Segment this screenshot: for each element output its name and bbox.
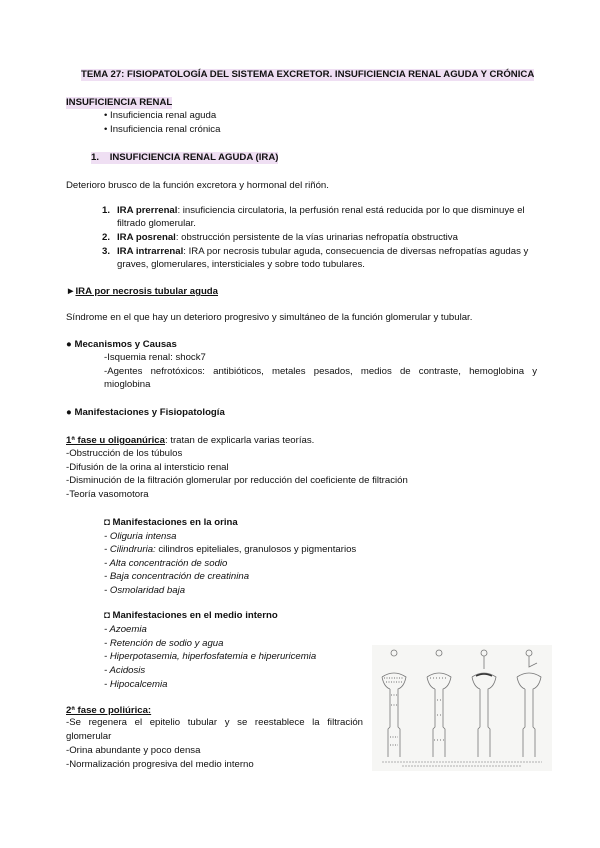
orina-term: - Cilindruria: <box>104 544 156 555</box>
fase2-item: -Se regenera el epitelio tubular y se reestablece la filtración <box>66 717 363 728</box>
item-term: IRA posrenal <box>117 232 176 243</box>
bullet-text: Insuficiencia renal aguda <box>110 110 217 121</box>
fase1-line <box>66 435 314 447</box>
fase2-heading: 2ª fase o poliúrica: <box>66 705 152 716</box>
item-term: IRA intrarrenal <box>117 246 184 257</box>
ira-intro: Deterioro brusco de la función excretora y hormonal del riñón. <box>66 180 329 191</box>
heading-text: IRA por necrosis tubular aguda <box>75 286 219 297</box>
list-item <box>102 246 528 258</box>
fase2-item-cont: glomerular <box>66 731 112 742</box>
mecanismo-item-cont: mioglobina <box>104 379 151 390</box>
medio-item: - Hiperpotasemia, hiperfosfatemia e hiperuricemia <box>104 651 317 662</box>
mecanismo-item: -Isquemia renal: shock7 <box>104 352 206 363</box>
heading-manifestaciones: ● Manifestaciones y Fisiopatología <box>66 407 225 418</box>
medio-item: - Hipocalcemia <box>104 679 168 690</box>
bullet-item: • Insuficiencia renal crónica <box>104 124 221 135</box>
heading-necrosis <box>66 286 218 298</box>
orina-item: - Baja concentración de creatinina <box>104 571 250 582</box>
list-item <box>102 205 525 217</box>
fase1-item: -Obstrucción de los túbulos <box>66 448 183 459</box>
orina-item: - Alta concentración de sodio <box>104 558 228 569</box>
medio-item: - Retención de sodio y agua <box>104 638 224 649</box>
necrosis-definition: Síndrome en el que hay un deterioro progresivo y simultáneo de la función glomerular y tubular. <box>66 312 473 323</box>
heading-medio-interno: ◘ Manifestaciones en el medio interno <box>104 610 278 621</box>
heading-insuficiencia-renal: INSUFICIENCIA RENAL <box>66 97 173 108</box>
fase2-item: -Orina abundante y poco densa <box>66 745 201 756</box>
fase2-item: -Normalización progresiva del medio interno <box>66 759 254 770</box>
page-title: TEMA 27: FISIOPATOLOGÍA DEL SISTEMA EXCRETOR. INSUFICIENCIA RENAL AGUDA Y CRÓNICA <box>81 69 535 80</box>
nephron-diagram-image <box>372 645 552 771</box>
item-text: : obstrucción persistente de la vías urinarias nefropatía obstructiva <box>175 232 458 243</box>
orina-item: - Osmolaridad baja <box>104 585 186 596</box>
mecanismo-item: -Agentes nefrotóxicos: antibióticos, metales pesados, medios de contraste, hemoglobina y <box>104 366 537 377</box>
orina-item: - Oliguria intensa <box>104 531 177 542</box>
heading-mecanismos: ● Mecanismos y Causas <box>66 339 177 350</box>
medio-item: - Acidosis <box>104 665 146 676</box>
fase1-heading: 1ª fase u oligoanúrica <box>66 435 165 446</box>
item-text: : IRA por necrosis tubular aguda, consecuencia de diversas nefropatías agudas y <box>183 246 529 257</box>
heading-ira <box>91 152 278 164</box>
item-number: 2. <box>102 232 111 243</box>
item-number: 1. <box>102 205 111 216</box>
fase1-item: -Teoría vasomotora <box>66 489 149 500</box>
medio-item: - Azoemia <box>104 624 147 635</box>
fase1-item: -Difusión de la orina al intersticio renal <box>66 462 229 473</box>
bullet-text: Insuficiencia renal crónica <box>110 124 221 135</box>
arrow-icon: ► <box>66 286 76 297</box>
item-number: 3. <box>102 246 111 257</box>
bullet-item: • Insuficiencia renal aguda <box>104 110 217 121</box>
item-text: : insuficiencia circulatoria, la perfusión renal está reducida por lo que disminuye el <box>177 205 525 216</box>
list-item <box>102 232 458 244</box>
heading-text: INSUFICIENCIA RENAL AGUDA (IRA) <box>109 152 279 163</box>
orina-item <box>104 544 356 556</box>
heading-orina: ◘ Manifestaciones en la orina <box>104 517 238 528</box>
orina-text: cilindros epiteliales, granulosos y pigmentarios <box>155 544 357 555</box>
nephron-tubules-illustration <box>372 645 552 771</box>
list-item-cont: graves, glomerulares, intersticiales y sobre todo tubulares. <box>117 259 365 270</box>
fase1-text: : tratan de explicarla varias teorías. <box>164 435 315 446</box>
heading-number: 1. <box>91 152 100 163</box>
fase1-item: -Disminución de la filtración glomerular por reducción del coeficiente de filtración <box>66 475 408 486</box>
item-term: IRA prerrenal <box>117 205 178 216</box>
list-item-cont: filtrado glomerular. <box>117 218 196 229</box>
